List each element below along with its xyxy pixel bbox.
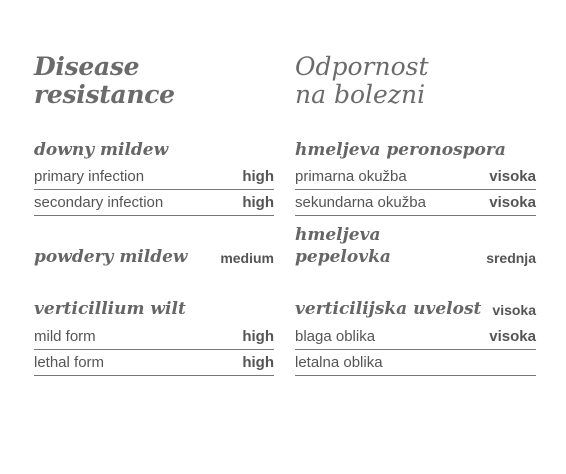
pepelovka-row: [295, 224, 536, 268]
row-label: sekundarna okužba: [295, 194, 426, 211]
pepelovka-value: srednja: [486, 250, 536, 266]
table-row: [295, 190, 536, 216]
downy-mildew-heading: downy mildew: [34, 140, 169, 160]
row-label: primary infection: [34, 168, 145, 185]
pepelovka-heading: [295, 224, 391, 268]
english-title-line2: resistance: [34, 80, 175, 109]
english-title-line1: Disease: [34, 52, 140, 81]
row-value: high: [242, 354, 274, 371]
table-row: [295, 164, 536, 190]
row-value: visoka: [489, 168, 536, 185]
slovenian-title-line1: Odpornost: [295, 52, 429, 81]
row-label: letalna oblika: [295, 354, 383, 371]
row-label: blaga oblika: [295, 328, 376, 345]
row-value: high: [242, 328, 274, 345]
row-value: visoka: [489, 194, 536, 211]
table-row: [34, 190, 274, 216]
row-label: primarna okužba: [295, 168, 407, 185]
uvelost-row: [295, 298, 536, 320]
row-label: mild form: [34, 328, 96, 345]
row-value: visoka: [489, 328, 536, 345]
slovenian-title-line2: na bolezni: [295, 80, 426, 109]
pepelovka-heading-line2: pepelovka: [295, 247, 391, 267]
uvelost-value: visoka: [492, 302, 536, 318]
row-value: high: [242, 168, 274, 185]
slovenian-title: [295, 53, 429, 109]
powdery-mildew-row: [34, 246, 274, 268]
uvelost-heading: verticilijska uvelost: [295, 299, 482, 319]
pepelovka-heading-line1: hmeljeva: [295, 225, 381, 245]
verticillium-wilt-heading: verticillium wilt: [34, 299, 186, 319]
powdery-mildew-value: medium: [220, 250, 274, 266]
table-row: [295, 350, 536, 376]
row-value: high: [242, 194, 274, 211]
row-label: lethal form: [34, 354, 105, 371]
powdery-mildew-heading: powdery mildew: [34, 247, 188, 267]
table-row: [34, 164, 274, 190]
english-title: [34, 53, 175, 109]
table-row: [34, 350, 274, 376]
table-row: [34, 324, 274, 350]
table-row: [295, 324, 536, 350]
peronospora-heading: hmeljeva peronospora: [295, 140, 506, 160]
row-label: secondary infection: [34, 194, 164, 211]
